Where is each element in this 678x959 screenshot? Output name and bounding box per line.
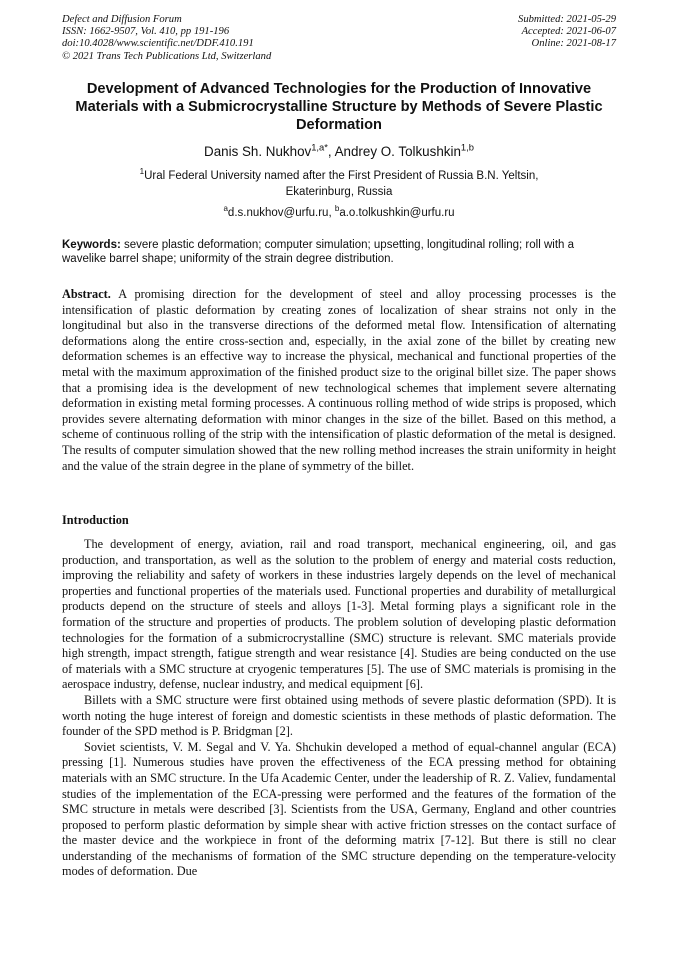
email-separator: , bbox=[328, 207, 335, 219]
section-heading: Introduction bbox=[62, 513, 129, 527]
author-list bbox=[62, 143, 616, 160]
author-affiliation-mark: 1,b bbox=[460, 142, 474, 153]
journal-info bbox=[62, 14, 362, 63]
abstract-label: Abstract. bbox=[62, 287, 111, 301]
email-mark: b bbox=[334, 204, 340, 214]
online-date: Online: 2021-08-17 bbox=[531, 38, 616, 50]
author-emails bbox=[62, 206, 616, 220]
abstract bbox=[62, 287, 616, 474]
affiliation-text: Ural Federal University named after the First President of Russia B.N. Yeltsin, Ekaterinburg, Russia bbox=[144, 170, 539, 198]
paper-title: Development of Advanced Technologies for the Production of Innovative Materials with a Submicrocrystalline Structure by Methods of Severe Plastic Deformation bbox=[75, 81, 603, 133]
introduction-body bbox=[62, 537, 616, 880]
body-paragraph: Billets with a SMC structure were first obtained using methods of severe plastic deformation (SPD). It is worth noting the huge interest of foreign and domestic scientists in these methods of plastic deformation. The founder of the SPD method is P. Bridgman [2]. bbox=[62, 692, 616, 739]
issn-volume: ISSN: 1662-9507, Vol. 410, pp 191-196 bbox=[62, 26, 230, 38]
doi: doi:10.4028/www.scientific.net/DDF.410.191 bbox=[62, 38, 254, 50]
publication-dates bbox=[376, 14, 616, 51]
author-affiliation-mark: 1,a* bbox=[311, 142, 328, 153]
email-link[interactable]: d.s.nukhov@urfu.ru bbox=[227, 207, 329, 219]
author-name: Danis Sh. Nukhov bbox=[204, 144, 312, 159]
journal-name: Defect and Diffusion Forum bbox=[62, 14, 182, 25]
keywords-label: Keywords: bbox=[62, 239, 121, 251]
affiliation bbox=[110, 168, 568, 200]
author-separator: , bbox=[327, 144, 335, 159]
body-paragraph: Soviet scientists, V. M. Segal and V. Ya. Shchukin developed a method of equal-channel angular (ECA) pressing [1]. Numerous studies have proven the effectiveness of the ECA pressing method for obtaining materials with an SMC structure. In the Ufa Academic Center, under the leadership of R. Z. Valiev, fundamental studies of the implementation of the ECA-pressing were performed and the features of the formation of the SMC structure in metals were described [3]. Scientists from the USA, Germany, England and other countries proposed to perform plastic deformation by simple shear with active friction stresses on the contact surface of the master device and the workpiece in front of the deforming matrix [7-12]. But there is still no clear understanding of the mechanisms of formation of the SMC structure depending on the temperature-velocity modes of deformation. Due bbox=[62, 739, 616, 879]
keywords-text: severe plastic deformation; computer simulation; upsetting, longitudinal rolling; roll with a wavelike barrel shape; uniformity of the strain degree distribution. bbox=[62, 239, 574, 266]
email-mark: a bbox=[223, 204, 228, 214]
accepted-date: Accepted: 2021-06-07 bbox=[521, 26, 616, 38]
copyright: © 2021 Trans Tech Publications Ltd, Switzerland bbox=[62, 50, 272, 62]
email-link[interactable]: a.o.tolkushkin@urfu.ru bbox=[339, 207, 455, 219]
abstract-text: A promising direction for the development of steel and alloy processing processes is the intensification of plastic deformation by creating zones of localization of shear strains not only in the longitudinal but also in the transverse directions of the deformed metal flow. Intensification of alternating deformations along the entire cross-section and, especially, in the axial zone of the billet by creating new deformation schemes is an effective way to increase the physical, mechanical and functional properties of the metal with the maximum approximation of the finished product size to the original billet size. The paper shows that a promising idea is the development of new technological schemes that implement severe alternating deformation in existing metal forming processes. A continuous rolling method of wide strips is proposed, which provides severe alternating deformation with minor changes in the size of the billet. Based on this method, a scheme of continuous rolling of the strip with the intensification of plastic deformation of the metal is designed. The results of computer simulation showed that the new rolling method increases the strain uniformity in height and the value of the strain degree in the plane of symmetry of the billet. bbox=[62, 287, 616, 473]
author-name: Andrey O. Tolkushkin bbox=[334, 144, 461, 159]
body-paragraph: The development of energy, aviation, rail and road transport, mechanical engineering, oil, and gas production, and transportation, as well as the solution to the problem of energy and material costs reduction, improving the reliability and safety of workers in these industries largely depends on the level of mechanical properties and functional properties of the materials used. Functional properties and durability of metallurgical products depend on the structure of steels and alloys [1-3]. Metal forming plays a significant role in the formation of the structure and properties of products. The problem solution of developing plastic deformation technologies for the formation of a submicrocrystalline (SMC) structure is relevant. SMC materials provide high strength, impact strength, fatigue strength and wear resistance [4]. Studies are being conducted on the use of materials with a SMC structure at cryogenic temperatures [5]. The use of SMC materials is promising in the aerospace industry, defense, nuclear industry, and medical equipment [6]. bbox=[62, 537, 616, 692]
keywords bbox=[62, 238, 616, 266]
submitted-date: Submitted: 2021-05-29 bbox=[518, 14, 616, 25]
affiliation-mark: 1 bbox=[139, 167, 145, 177]
